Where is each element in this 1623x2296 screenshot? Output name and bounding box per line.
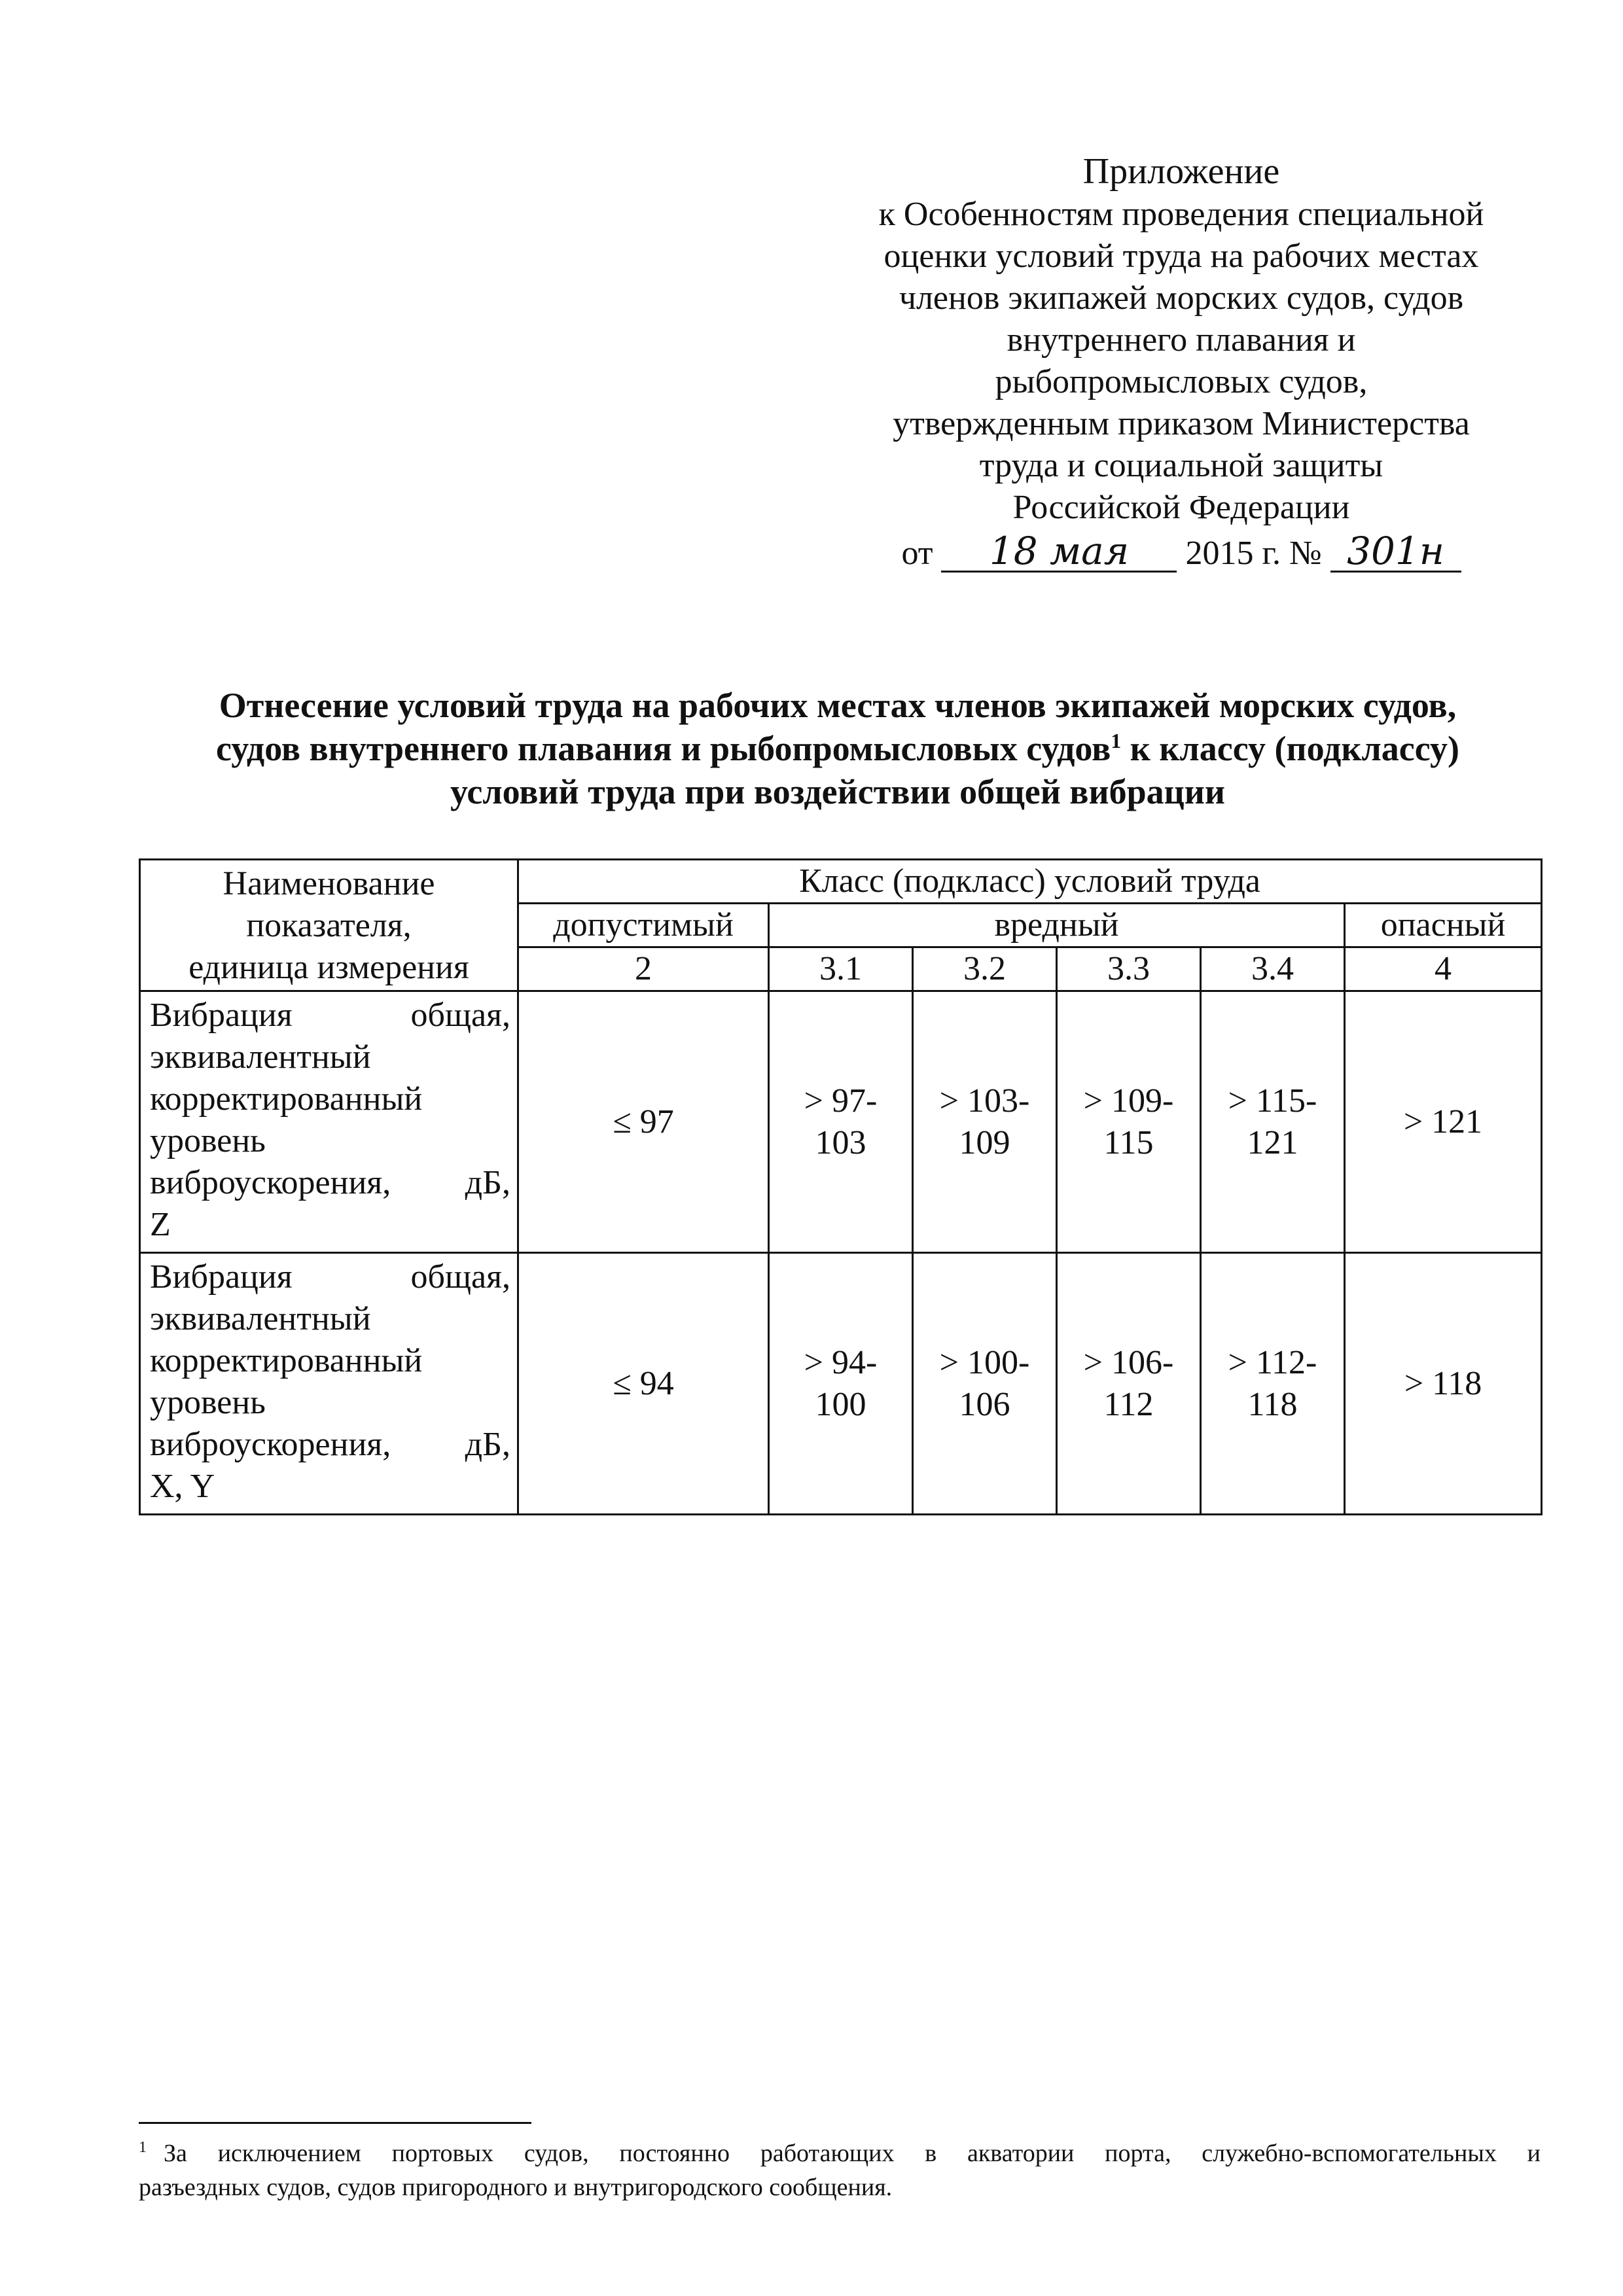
value-cell: ≤ 94 <box>518 1253 769 1515</box>
appendix-line: оценки условий труда на рабочих местах <box>883 238 1479 275</box>
value-cell: > 97- 103 <box>769 991 913 1253</box>
value-cell: ≤ 97 <box>518 991 769 1253</box>
title-line: условий труда при воздействии общей вибрации <box>450 772 1225 811</box>
value-cell: > 115- 121 <box>1201 991 1345 1253</box>
appendix-line: труда и социальной защиты <box>979 447 1383 484</box>
footnote-reference: 1 <box>1111 729 1122 752</box>
value-cell: > 109- 115 <box>1057 991 1201 1253</box>
handwritten-date: 18 мая <box>941 531 1177 573</box>
class-header: Класс (подкласс) условий труда <box>518 860 1542 904</box>
appendix-line: рыбопромысловых судов, <box>995 363 1368 400</box>
subclass-cell: 3.3 <box>1057 947 1201 991</box>
subclass-cell: 3.4 <box>1201 947 1345 991</box>
title-line: Отнесение условий труда на рабочих местах членов экипажей морских судов, <box>219 686 1457 725</box>
group-harmful: вредный <box>769 904 1345 947</box>
appendix-header <box>812 150 1551 574</box>
value-cell: > 103- 109 <box>913 991 1057 1253</box>
title-line <box>131 727 1544 770</box>
table-row <box>140 991 1542 1253</box>
value-cell: > 100- 106 <box>913 1253 1057 1515</box>
value-cell: > 121 <box>1345 991 1542 1253</box>
table-header-row <box>140 860 1542 904</box>
group-permissible: допустимый <box>518 904 769 947</box>
indicator-name: Вибрация общая, эквивалентный корректированный уровень виброускорения, дБ, X, Y <box>140 1253 518 1515</box>
table-row <box>140 1253 1542 1515</box>
appendix-line: утвержденным приказом Министерства <box>893 405 1470 442</box>
year-number-label: 2015 г. № <box>1185 535 1322 572</box>
vibration-class-table <box>139 858 1541 1515</box>
subclass-cell: 4 <box>1345 947 1542 991</box>
appendix-line: внутреннего плавания и <box>1007 321 1356 359</box>
title-line-part: к классу (подклассу) <box>1121 729 1459 768</box>
value-cell: > 106- 112 <box>1057 1253 1201 1515</box>
appendix-line: членов экипажей морских судов, судов <box>899 279 1464 317</box>
footnote-line: $^1$ За исключением портовых судов, постоянно работающих в акватории порта, служебно-вспомогательных и <box>139 2139 1541 2167</box>
handwritten-order-number: 301н <box>1330 531 1461 573</box>
value-cell: > 94- 100 <box>769 1253 913 1515</box>
subclass-cell: 3.2 <box>913 947 1057 991</box>
title-line-part: судов внутреннего плавания и рыбопромысловых судов <box>216 729 1111 768</box>
value-cell: > 118 <box>1345 1253 1542 1515</box>
indicator-name-header: Наименование показателя, единица измерения <box>140 860 518 991</box>
order-date-line <box>812 531 1551 574</box>
footnote-line: разъездных судов, судов пригородного и внутригородского сообщения. <box>139 2174 893 2201</box>
date-prefix: от <box>901 535 933 572</box>
group-dangerous: опасный <box>1345 904 1542 947</box>
footnote <box>139 2136 1541 2204</box>
value-cell: > 112- 118 <box>1201 1253 1345 1515</box>
document-title <box>131 684 1544 813</box>
footnote-mark: 1 <box>139 2139 147 2157</box>
appendix-title: Приложение <box>1082 151 1280 192</box>
appendix-line: к Особенностям проведения специальной <box>878 196 1484 233</box>
footnote-separator <box>139 2122 531 2124</box>
subclass-cell: 2 <box>518 947 769 991</box>
appendix-line: Российской Федерации <box>1012 489 1350 526</box>
indicator-name: Вибрация общая, эквивалентный корректированный уровень виброускорения, дБ, Z <box>140 991 518 1253</box>
subclass-cell: 3.1 <box>769 947 913 991</box>
